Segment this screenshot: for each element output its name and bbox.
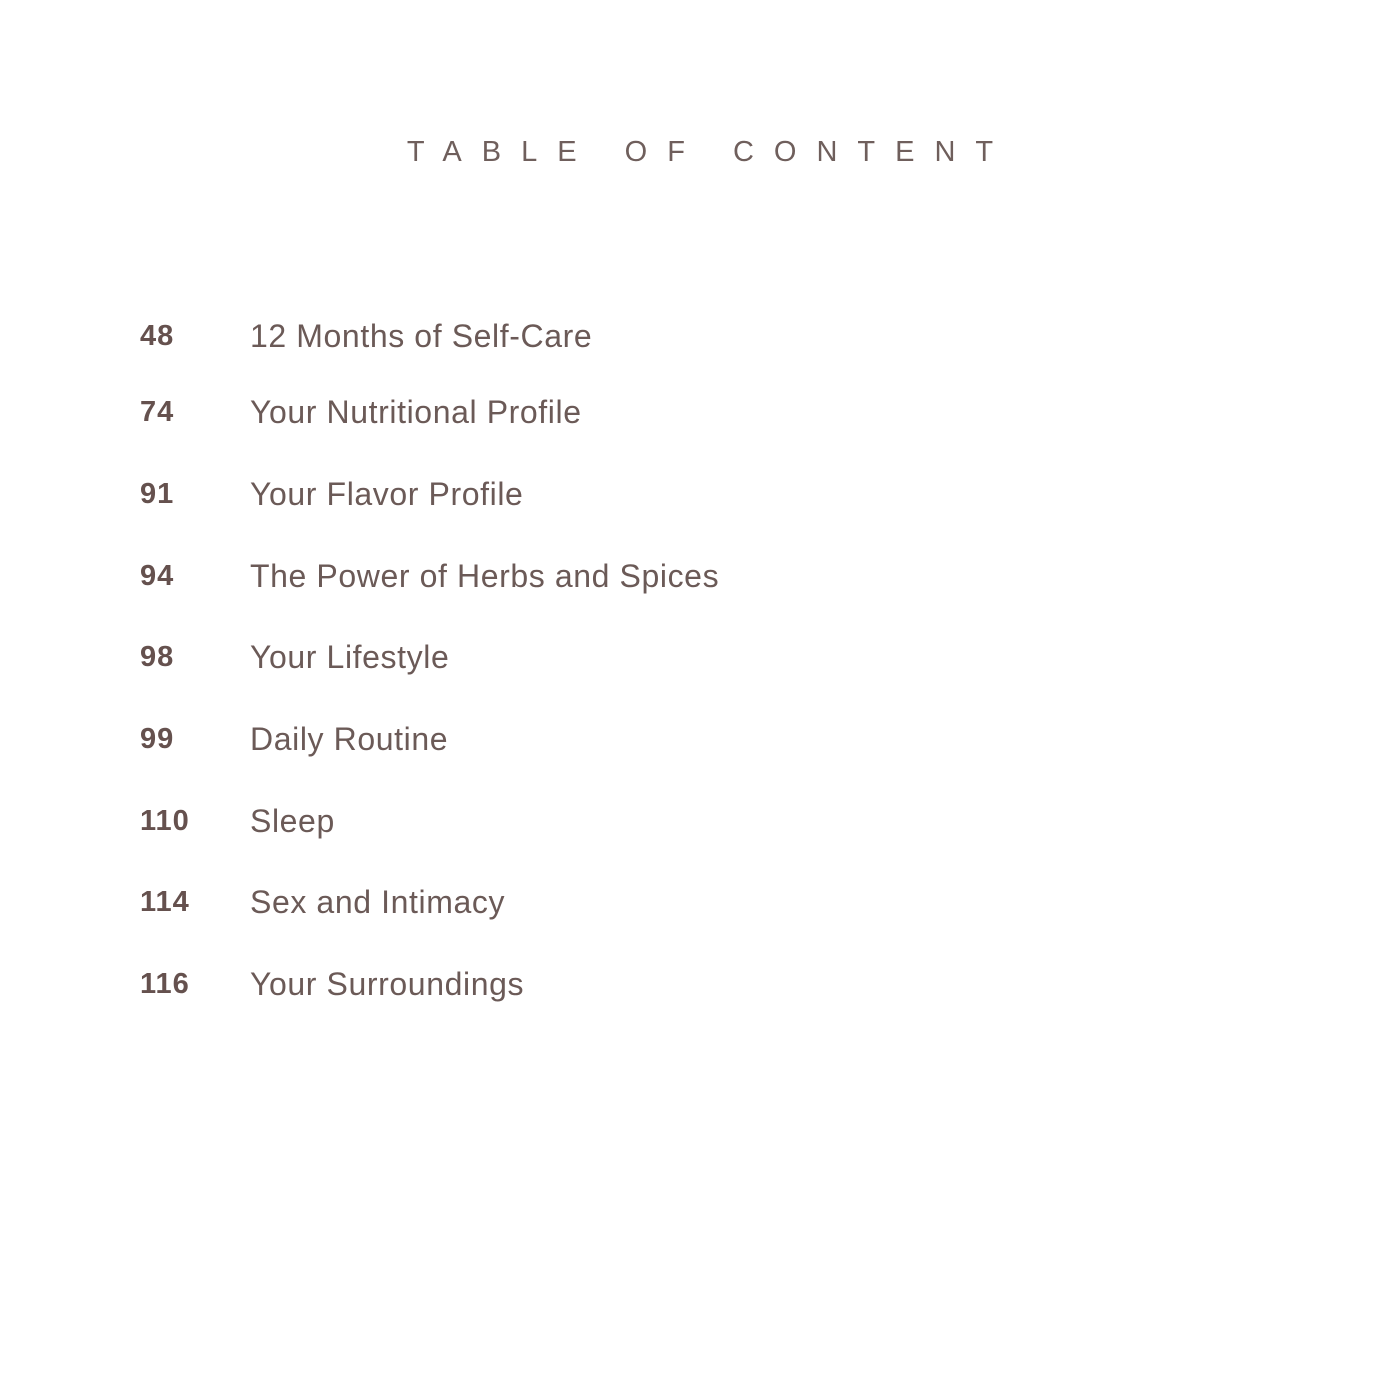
- toc-page-number: 74: [140, 396, 175, 428]
- toc-entry[interactable]: [140, 717, 1240, 761]
- toc-entry-title: Your Lifestyle: [250, 639, 450, 675]
- toc-entry-title: Daily Routine: [250, 721, 449, 757]
- toc-page-number: 116: [140, 968, 190, 1000]
- toc-entry[interactable]: [140, 472, 1240, 516]
- toc-entry[interactable]: [140, 635, 1240, 679]
- page-title: TABLE OF CONTENT: [406, 136, 1014, 168]
- toc-entry[interactable]: [140, 390, 1240, 434]
- toc-entry[interactable]: [140, 880, 1240, 924]
- toc-entry-title: Sleep: [250, 803, 335, 839]
- toc-entry-title: Your Flavor Profile: [250, 476, 524, 512]
- toc-page-number: 98: [140, 641, 175, 673]
- toc-entry-title: Your Surroundings: [250, 966, 525, 1002]
- toc-entry-title: 12 Months of Self-Care: [250, 318, 593, 354]
- toc-page-number: 114: [140, 886, 190, 918]
- toc-entry[interactable]: [140, 314, 1240, 358]
- toc-page-number: 91: [140, 478, 175, 510]
- toc-entry-title: Sex and Intimacy: [250, 884, 506, 920]
- toc-entry[interactable]: [140, 554, 1240, 598]
- toc-page-number: 94: [140, 560, 175, 592]
- toc-page-number: 48: [140, 320, 175, 352]
- toc-page-number: 99: [140, 723, 175, 755]
- toc-entry[interactable]: [140, 799, 1240, 843]
- toc-entry[interactable]: [140, 962, 1240, 1006]
- toc-page-number: 110: [140, 805, 190, 837]
- toc-entry-title: The Power of Herbs and Spices: [250, 558, 720, 594]
- toc-entry-title: Your Nutritional Profile: [250, 394, 582, 430]
